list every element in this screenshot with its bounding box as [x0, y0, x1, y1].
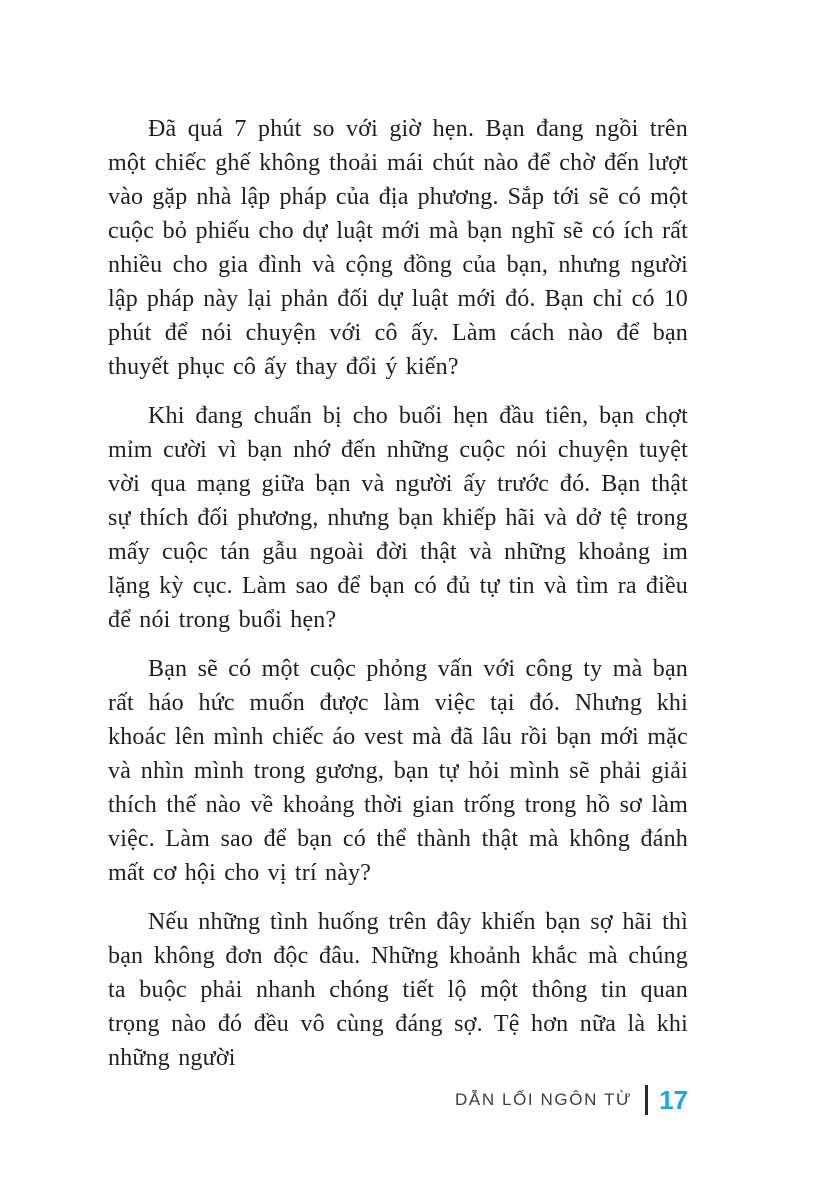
- page-number: 17: [659, 1084, 688, 1115]
- footer-divider: [645, 1085, 648, 1115]
- body-paragraph: Nếu những tình huống trên đây khiến bạn sợ hãi thì bạn không đơn độc đâu. Những khoảnh khắc mà chúng ta buộc phải nhanh chóng tiết lộ một thông tin quan trọng nào đó đều vô cùng đáng sợ. Tệ hơn nữa là khi những người: [108, 909, 688, 1071]
- body-paragraph: Bạn sẽ có một cuộc phỏng vấn với công ty mà bạn rất háo hức muốn được làm việc tại đó. Nhưng khi khoác lên mình chiếc áo vest mà đã lâu rồi bạn mới mặc và nhìn mình trong gương, bạn tự hỏi mình sẽ phải giải thích thế nào về khoảng thời gian trống trong hồ sơ làm việc. Làm sao để bạn có thể thành thật mà không đánh mất cơ hội cho vị trí này?: [108, 656, 688, 886]
- body-paragraph: Đã quá 7 phút so với giờ hẹn. Bạn đang ngồi trên một chiếc ghế không thoải mái chút nào để chờ đến lượt vào gặp nhà lập pháp của địa phương. Sắp tới sẽ có một cuộc bỏ phiếu cho dự luật mới mà bạn nghĩ sẽ có ích rất nhiều cho gia đình và cộng đồng của bạn, nhưng người lập pháp này lại phản đối dự luật mới đó. Bạn chỉ có 10 phút để nói chuyện với cô ấy. Làm cách nào để bạn thuyết phục cô ấy thay đổi ý kiến?: [108, 116, 688, 380]
- body-text-block: [108, 112, 688, 1090]
- body-paragraph: Khi đang chuẩn bị cho buổi hẹn đầu tiên, bạn chợt mỉm cười vì bạn nhớ đến những cuộc nói chuyện tuyệt vời qua mạng giữa bạn và người ấy trước đó. Bạn thật sự thích đối phương, nhưng bạn khiếp hãi và dở tệ trong mấy cuộc tán gẫu ngoài đời thật và những khoảng im lặng kỳ cục. Làm sao để bạn có đủ tự tin và tìm ra điều để nói trong buổi hẹn?: [108, 403, 688, 633]
- page-footer: [108, 1083, 688, 1117]
- running-title: DẪN LỐI NGÔN TỪ: [455, 1090, 633, 1109]
